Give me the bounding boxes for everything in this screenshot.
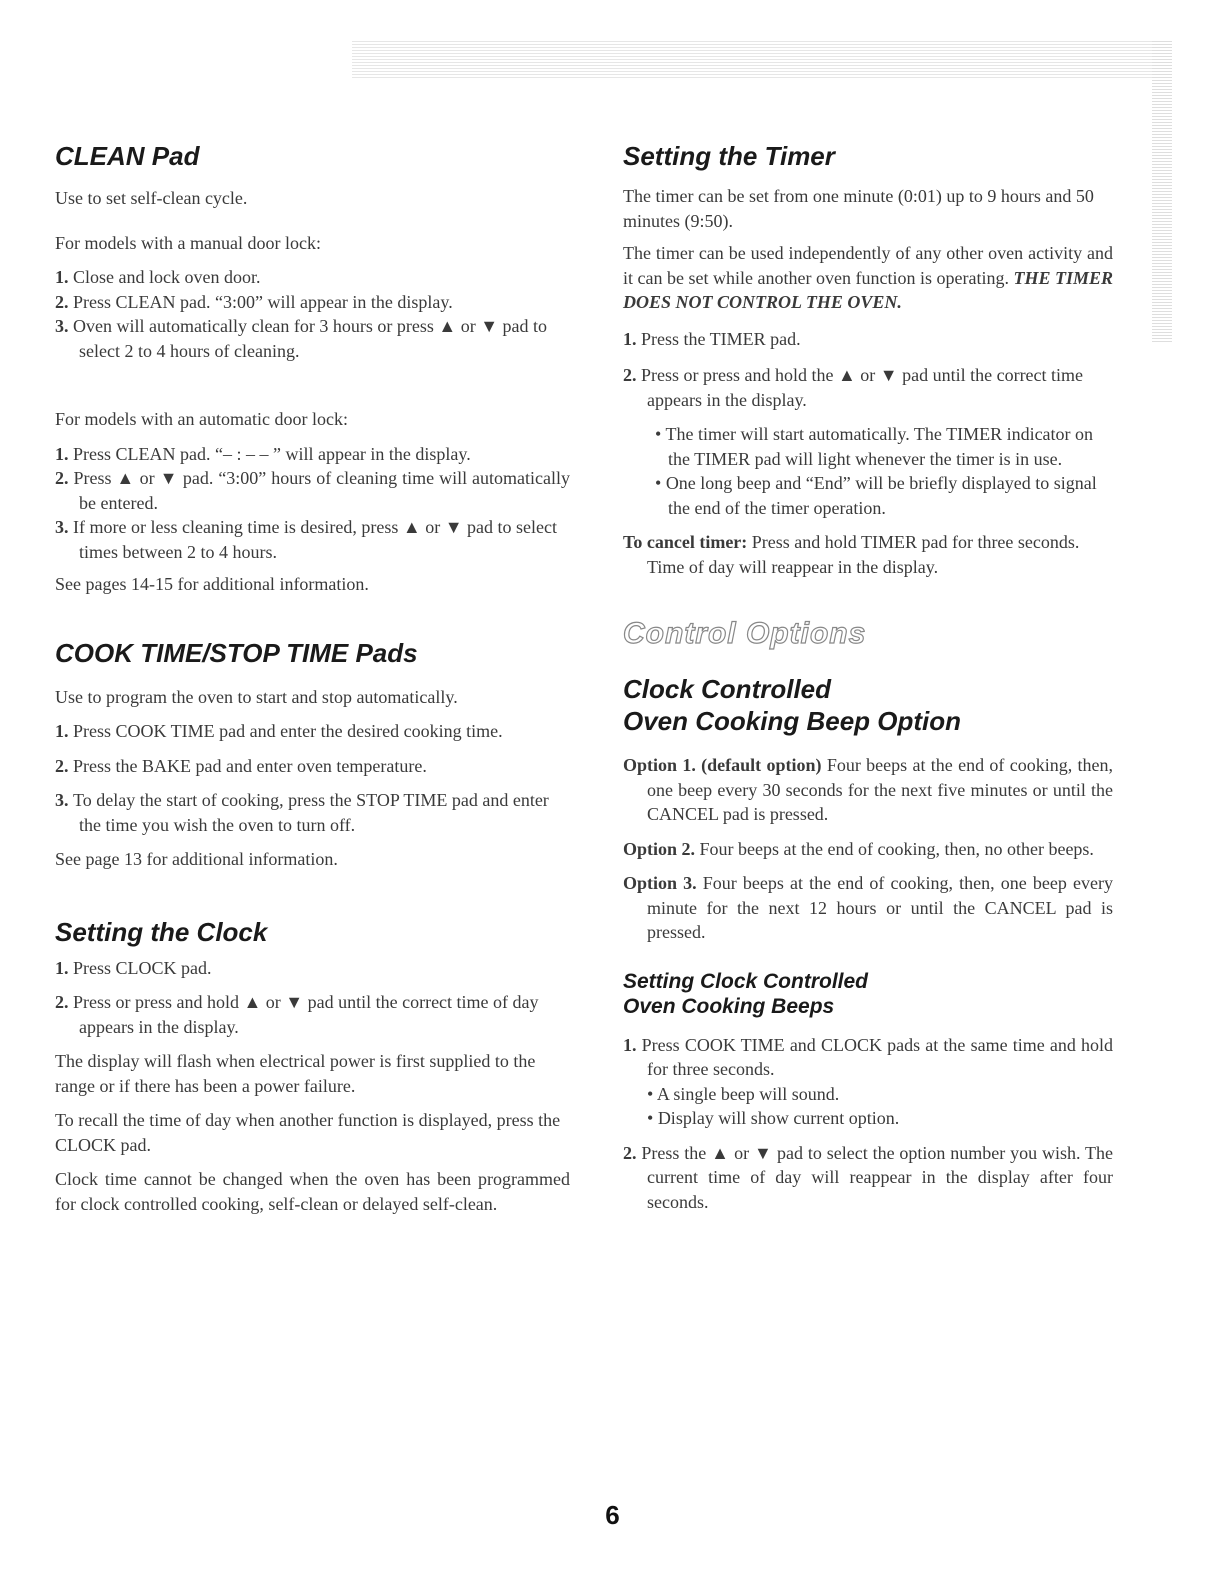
auto-step-2: 2. Press ▲ or ▼ pad. “3:00” hours of cleaning time will automatically be entered.	[55, 468, 570, 513]
timer-warning: THE TIMER DOES NOT CONTROL THE OVEN.	[623, 267, 1113, 312]
cook-step-3: 3. To delay the start of cooking, press the STOP TIME pad and enter the time you wish the oven to turn off.	[55, 790, 549, 835]
clean-pad-section	[55, 140, 570, 597]
cook-step-1: 1. Press COOK TIME pad and enter the desired cooking time.	[55, 721, 503, 741]
manual-step-2: 2. Press CLEAN pad. “3:00” will appear in the display.	[55, 291, 453, 312]
beep-step-2: 2. Press the ▲ or ▼ pad to select the option number you wish. The current time of day will reappear in the display after four seconds.	[623, 1142, 1114, 1212]
setting-timer-heading: Setting the Timer	[623, 141, 835, 171]
auto-lock-label: For models with an automatic door lock:	[55, 409, 348, 429]
setting-clock-heading: Setting the Clock	[55, 916, 268, 947]
clock-para-3: Clock time cannot be changed when the oven has been programmed for clock controlled cooking, self-clean or delayed self-clean.	[55, 1169, 570, 1214]
option-3: Option 3. Four beeps at the end of cooking, then, one beep every minute for the next 12 hours or until the CANCEL pad is pressed.	[623, 873, 1113, 942]
right-column	[623, 140, 1113, 1214]
cook-time-section	[55, 637, 570, 872]
clean-pad-heading: CLEAN Pad	[55, 141, 200, 171]
top-decorative-bar	[352, 40, 1172, 78]
setting-beeps-heading-line-1: Setting Clock Controlled	[623, 969, 869, 993]
clock-para-1: The display will flash when electrical power is first supplied to the range or if there has been a power failure.	[55, 1051, 536, 1096]
cook-see-page: See page 13 for additional information.	[55, 849, 338, 869]
timer-para-2: The timer can be used independently of any other oven activity and it can be set while another oven function is operating. THE TIMER DOES NOT CONTROL THE OVEN.	[623, 243, 1113, 312]
beep-bullet-2: • Display will show current option.	[647, 1108, 900, 1128]
timer-bullet-2: • One long beep and “End” will be briefly displayed to signal the end of the timer operation.	[655, 473, 1097, 518]
cook-time-heading: COOK TIME/STOP TIME Pads	[55, 637, 418, 668]
option-2: Option 2. Four beeps at the end of cooking, then, no other beeps.	[623, 838, 1094, 859]
beep-option-heading-line-1: Clock Controlled	[623, 674, 832, 704]
clean-see-pages: See pages 14-15 for additional information.	[55, 574, 369, 594]
auto-step-3: 3. If more or less cleaning time is desired, press ▲ or ▼ pad to select times between 2 to 4 hours.	[55, 517, 557, 562]
auto-step-1: 1. Press CLEAN pad. “– : – – ” will appear in the display.	[55, 443, 471, 464]
timer-step-1: 1. Press the TIMER pad.	[623, 328, 801, 349]
option-1: Option 1. (default option) Four beeps at the end of cooking, then, one beep every 30 seconds for the next five minutes or until the CANCEL pad is pressed.	[623, 755, 1114, 824]
manual-step-1: 1. Close and lock oven door.	[55, 267, 261, 287]
setting-beeps-heading-line-2: Oven Cooking Beeps	[623, 994, 835, 1018]
clean-intro: Use to set self-clean cycle.	[55, 188, 248, 208]
side-decorative-bar	[1152, 40, 1172, 342]
clock-para-2: To recall the time of day when another function is displayed, press the CLOCK pad.	[55, 1110, 561, 1155]
timer-para-1: The timer can be set from one minute (0:01) up to 9 hours and 50 minutes (9:50).	[623, 186, 1094, 231]
left-column	[55, 140, 570, 1216]
setting-clock-section	[55, 916, 570, 1217]
timer-bullet-1: • The timer will start automatically. The TIMER indicator on the TIMER pad will light whenever the timer is in use.	[655, 424, 1094, 469]
control-options-heading: Control Options	[623, 617, 867, 650]
beep-step-1: 1. Press COOK TIME and CLOCK pads at the same time and hold for three seconds.	[623, 1034, 1114, 1079]
page-number: 6	[605, 1500, 620, 1530]
beep-bullet-1: • A single beep will sound.	[647, 1083, 840, 1104]
manual-step-3: 3. Oven will automatically clean for 3 hours or press ▲ or ▼ pad to select 2 to 4 hours of cleaning.	[55, 316, 548, 361]
clock-step-1: 1. Press CLOCK pad.	[55, 957, 212, 978]
manual-lock-label: For models with a manual door lock:	[55, 232, 321, 253]
timer-step-2: 2. Press or press and hold the ▲ or ▼ pad until the correct time appears in the display.	[623, 365, 1084, 410]
setting-timer-section	[623, 140, 1113, 579]
cook-step-2: 2. Press the BAKE pad and enter oven temperature.	[55, 755, 427, 776]
cook-time-intro: Use to program the oven to start and stop automatically.	[55, 686, 458, 707]
control-options-section	[623, 617, 1113, 1214]
beep-option-heading-line-2: Oven Cooking Beep Option	[623, 706, 962, 736]
cancel-timer: To cancel timer: Press and hold TIMER pad for three seconds. Time of day will reappear in the display.	[623, 532, 1080, 577]
clock-step-2: 2. Press or press and hold ▲ or ▼ pad until the correct time of day appears in the display.	[55, 992, 539, 1037]
